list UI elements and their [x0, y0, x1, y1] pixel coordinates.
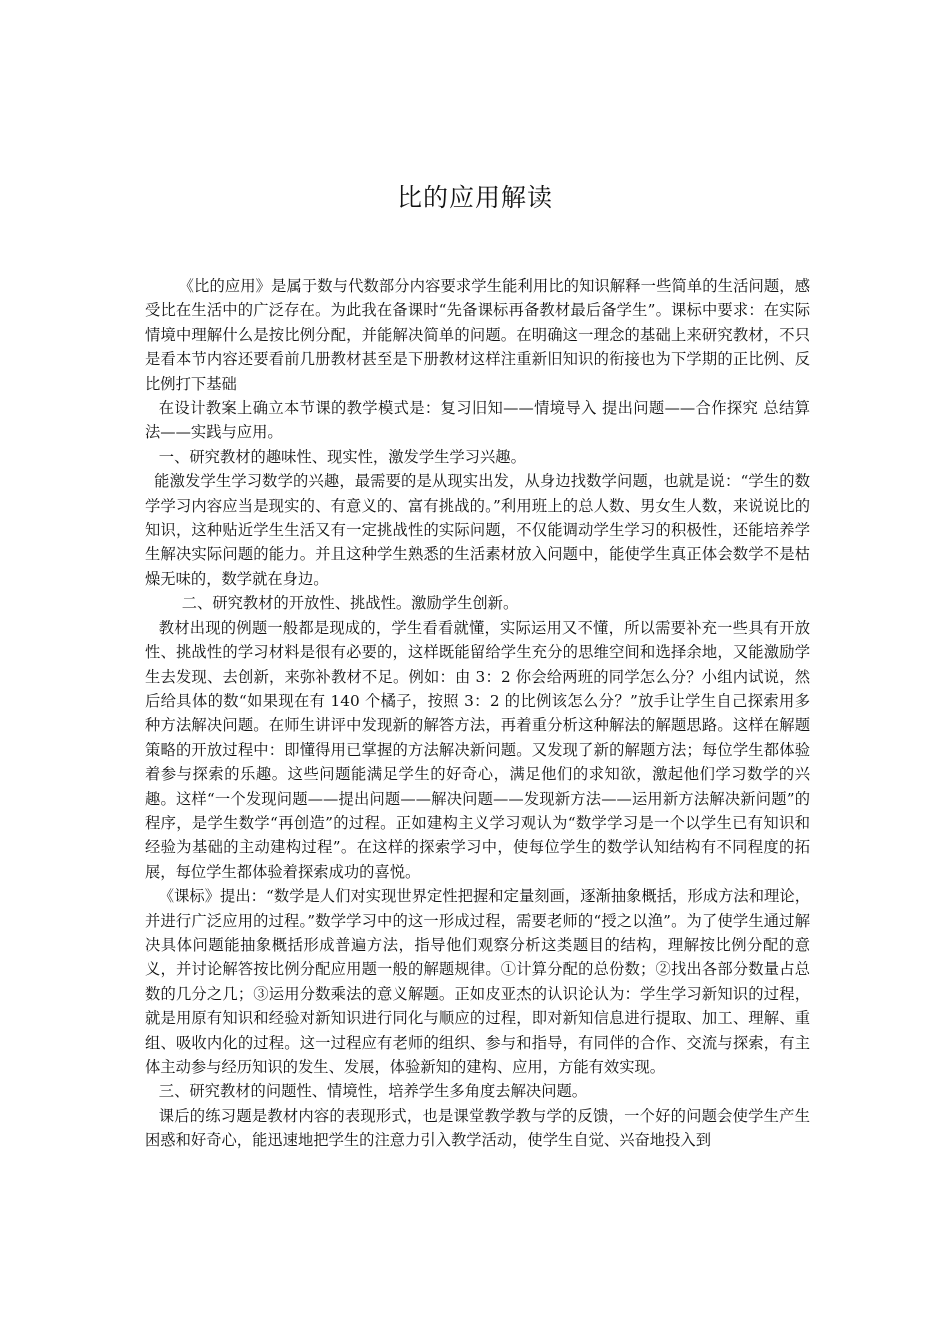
paragraph-curriculum-standard: 《课标》提出：“数学是人们对实现世界定性把握和定量刻画，逐渐抽象概括，形成方法和理论，并进行广泛应用的过程。”数学学习中的这一形成过程，需要老师的“授之以渔”。为了使学生通过解决具体问题能抽象概括形成普遍方法，指导他们观察分析这类题目的结构，理解按比例分配的意义，并讨论解答按比例分配应用题一般的解题规律。①计算分配的总份数；②找出各部分数量占总数的几分之几；③运用分数乘法的意义解题。正如皮亚杰的认识论认为：学生学习新知识的过程，就是用原有知识和经验对新知识进行同化与顺应的过程，即对新知信息进行提取、加工、理解、重组、吸收内化的过程。这一过程应有老师的组织、参与和指导，有同伴的合作、交流与探索，有主体主动参与经历知识的发生、发展，体验新知的建构、应用，方能有效实现。 — [145, 887, 810, 1076]
section-heading-1: 一、研究教材的趣味性、现实性，激发学生学习兴趣。 — [158, 447, 526, 466]
section-heading-2: 二、研究教材的开放性、挑战性。激励学生创新。 — [181, 594, 519, 613]
paragraph-teaching-mode: 在设计教案上确立本节课的教学模式是：复习旧知——情境导入 提出问题——合作探究 总结算法——实践与应用。 — [145, 399, 810, 442]
paragraph-section-1: 能激发学生学习数学的兴趣，最需要的是从现实出发，从身边找数学问题，也就是说：“学生的数学学习内容应当是现实的、有意义的、富有挑战的。”利用班上的总人数、男女生人数，来说说比的知识，这种贴近学生生活又有一定挑战性的实际问题，不仅能调动学生学习的积极性，还能培养学生解决实际问题的能力。并且这种学生熟悉的生活素材放入问题中，能使学生真正体会数学不是枯燥无味的，数学就在身边。 — [145, 472, 810, 588]
paragraph-section-3: 课后的练习题是教材内容的表现形式，也是课堂教学教与学的反馈，一个好的问题会使学生产生困惑和好奇心，能迅速地把学生的注意力引入教学活动，使学生自觉、兴奋地投入到 — [145, 1106, 810, 1150]
paragraph-intro: 《比的应用》是属于数与代数部分内容要求学生能利用比的知识解释一些简单的生活问题，感受比在生活中的广泛存在。为此我在备课时“先备课标再备教材最后备学生”。课标中要求：在实际情境中理解什么是按比例分配，并能解决简单的问题。在明确这一理念的基础上来研究教材，不只是看本节内容还要看前几册教材甚至是下册教材这样注重新旧知识的衔接也为下学期的正比例、反比例打下基础 — [145, 277, 810, 393]
document-body — [145, 274, 810, 1153]
section-heading-3: 三、研究教材的问题性、情境性，培养学生多角度去解决问题。 — [158, 1082, 588, 1101]
paragraph-section-2: 教材出现的例题一般都是现成的，学生看看就懂，实际运用又不懂，所以需要补充一些具有开放性、挑战性的学习材料是很有必要的，这样既能留给学生充分的思维空间和选择余地，又能激励学生去发现、去创新，来弥补教材不足。例如：由 3：2 你会给两班的同学怎么分？小组内试说，然后给具体的数“如果现在有 140 个橘子，按照 3：2 的比例该怎么分？”放手让学生自己探索用多种方法解决问题。在师生讲评中发现新的解答方法，再着重分析这种解法的解题思路。这样在解题策略的开放过程中：即懂得用已掌握的方法解决新问题。又发现了新的解题方法；每位学生都体验着参与探索的乐趣。这些问题能满足学生的好奇心，满足他们的求知欲，激起他们学习数学的兴趣。这样“一个发现问题——提出问题——解决问题——发现新方法——运用新方法解决新问题”的程序，是学生数学“再创造”的过程。正如建构主义学习观认为“数学学习是一个以学生已有知识和经验为基础的主动建构过程”。在这样的探索学习中，使每位学生的数学认知结构有不同程度的拓展，每位学生都体验着探索成功的喜悦。 — [145, 618, 810, 881]
document-title: 比的应用解读 — [396, 183, 553, 212]
